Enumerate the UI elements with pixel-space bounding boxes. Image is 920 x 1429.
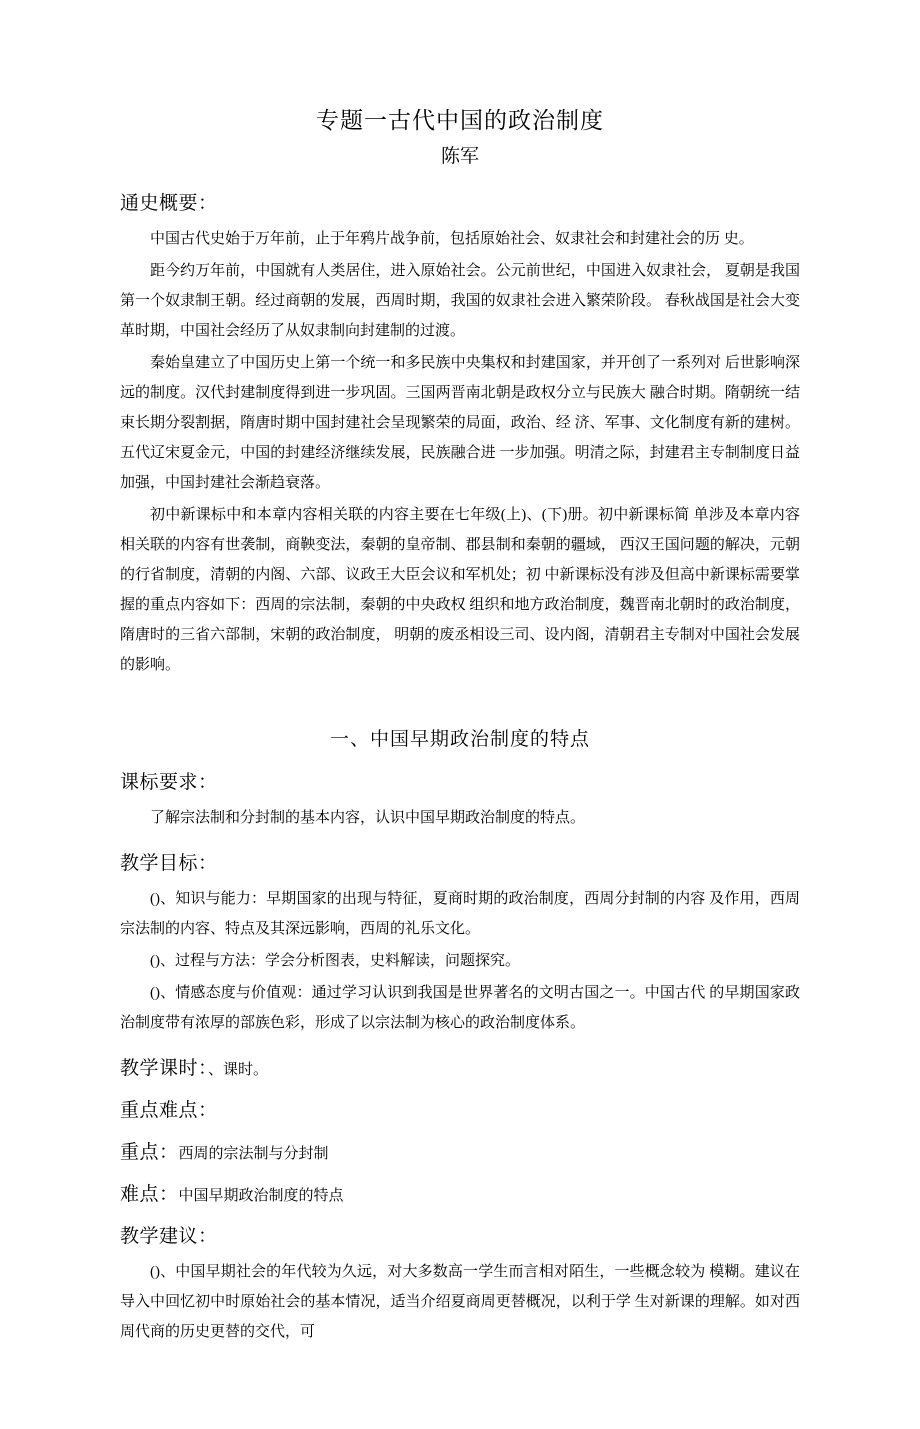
key-point-text: 西周的宗法制与分封制 [178,1146,329,1162]
overview-paragraph-2: 距今约万年前，中国就有人类居住，进入原始社会。公元前世纪，中国进入奴隶社会， 夏朝是我国第一个奴隶制王朝。经过商朝的发展，西周时期，我国的奴隶社会进入繁荣阶段。 春秋战国是社会大变革时期，中国社会经历了从奴隶制向封建制的过渡。 [120,263,800,339]
teaching-suggestion-1: ()、中国早期社会的年代较为久远，对大多数高一学生而言相对陌生，一些概念较为 模糊。建议在导入中回忆初中时原始社会的基本情况，适当介绍夏商周更替概况，以利于学 生对新课的理解。如对西周代商的历史更替的交代，可 [120,1264,800,1340]
keypoints-heading: 重点难点： [120,1100,218,1121]
document-author: 陈军 [440,146,479,167]
document-title: 专题一古代中国的政治制度 [316,108,604,133]
key-point-label: 重点： [120,1142,179,1163]
difficulty-point-text: 中国早期政治制度的特点 [178,1188,344,1204]
lesson-section-heading: 一、中国早期政治制度的特点 [329,729,590,750]
curriculum-requirements-heading: 课标要求： [120,772,218,793]
teaching-hours-heading [120,1053,800,1080]
difficulty-point-line [120,1179,800,1206]
overview-paragraph-3: 秦始皇建立了中国历史上第一个统一和多民族中央集权和封建国家，并开创了一系列对 后世影响深远的制度。汉代封建制度得到进一步巩固。三国两晋南北朝是政权分立与民族大 融合时期。隋朝统一结束长期分裂割据，隋唐时期中国封建社会呈现繁荣的局面，政治、经 济、军事、文化制度有新的建树。五代辽宋夏金元，中国的封建经济继续发展，民族融合进 一步加强。明清之际，封建君主专制制度日益加强，中国封建社会渐趋衰落。 [120,355,800,491]
key-point-line [120,1137,800,1164]
objective-knowledge: ()、知识与能力：早期国家的出现与特征，夏商时期的政治制度，西周分封制的内容 及作用，西周宗法制的内容、特点及其深远影响，西周的礼乐文化。 [120,891,800,937]
objective-values: ()、情感态度与价值观：通过学习认识到我国是世界著名的文明古国之一。中国古代 的早期国家政治制度带有浓厚的部族色彩，形成了以宗法制为核心的政治制度体系。 [120,985,800,1031]
teaching-suggestions-heading: 教学建议： [120,1226,218,1247]
teaching-hours-text: 、课时。 [208,1062,269,1078]
overview-paragraph-1: 中国古代史始于万年前，止于年鸦片战争前，包括原始社会、奴隶社会和封建社会的历 史。 [150,231,754,247]
overview-paragraph-4: 初中新课标中和本章内容相关联的内容主要在七年级(上)、(下)册。初中新课标简 单涉及本章内容相关联的内容有世袭制，商鞅变法，秦朝的皇帝制、郡县制和秦朝的疆域， 西汉王国问题的解决，元朝的行省制度，清朝的内阁、六部、议政王大臣会议和军机处；初 中新课标没有涉及但高中新课标需要掌握的重点内容如下：西周的宗法制，秦朝的中央政权 组织和地方政治制度，魏晋南北朝时的政治制度，隋唐时的三省六部制，宋朝的政治制度， 明朝的废丞相设三司、设内阁，清朝君主专制对中国社会发展的影响。 [120,507,800,673]
difficulty-point-label: 难点： [120,1184,179,1205]
objective-process: ()、过程与方法：学会分析图表，史料解读，问题探究。 [150,953,520,969]
overview-heading: 通史概要： [120,193,218,214]
teaching-hours-label: 教学课时： [120,1058,209,1079]
curriculum-requirements-text: 了解宗法制和分封制的基本内容，认识中国早期政治制度的特点。 [150,810,586,826]
teaching-objectives-heading: 教学目标： [120,853,218,874]
